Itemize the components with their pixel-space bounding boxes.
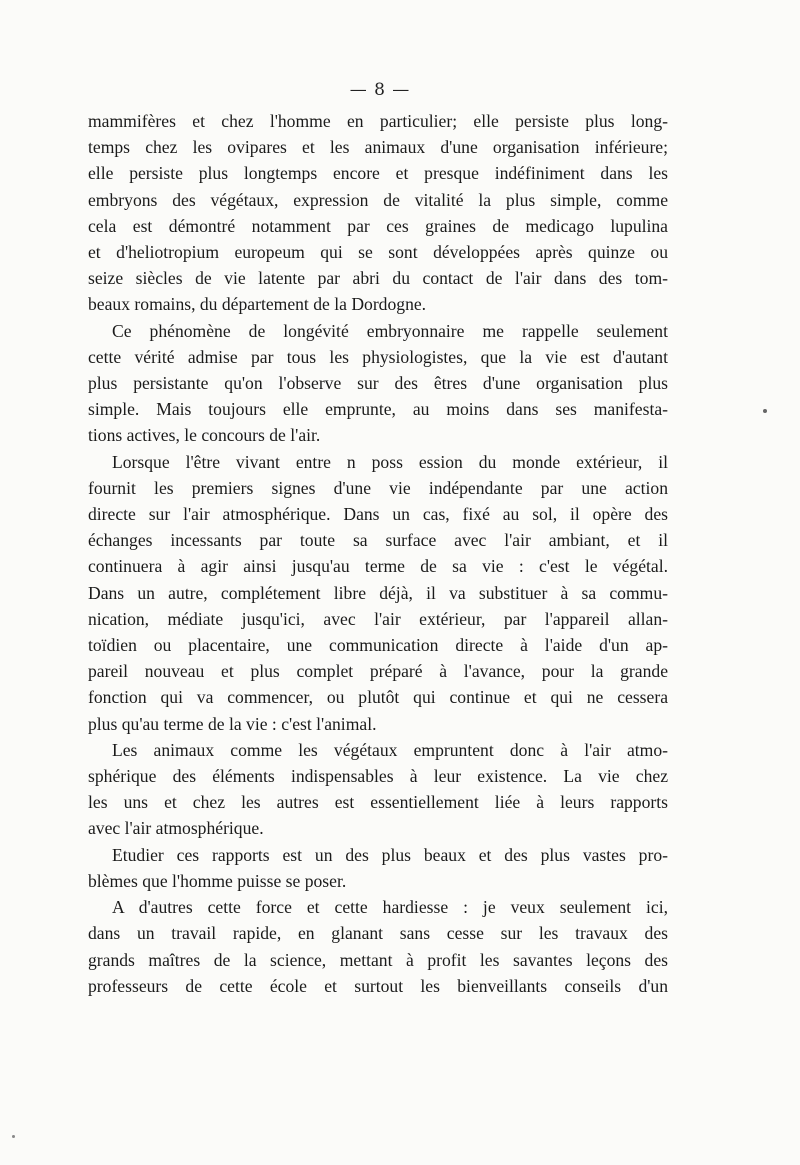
paragraph-6 bbox=[88, 894, 668, 999]
text-line: beaux romains, du département de la Dordogne. bbox=[88, 294, 427, 315]
text-line: cette vérité admise par tous les physiologistes, que la vie est d'autant bbox=[88, 346, 668, 367]
text-line: toïdien ou placentaire, une communication directe à l'aide d'un ap- bbox=[88, 635, 668, 656]
paper-speck bbox=[12, 1135, 15, 1138]
text-line: échanges incessants par toute sa surface avec l'air ambiant, et il bbox=[88, 530, 668, 551]
text-line: Lorsque l'être vivant entre n poss ession du monde extérieur, il bbox=[112, 451, 668, 472]
text-line: blèmes que l'homme puisse se poser. bbox=[88, 870, 347, 891]
text-line: fournit les premiers signes d'une vie indépendante par une action bbox=[88, 477, 668, 498]
text-line: tions actives, le concours de l'air. bbox=[88, 425, 321, 446]
text-line: plus qu'au terme de la vie : c'est l'animal. bbox=[88, 713, 377, 734]
text-line: pareil nouveau et plus complet préparé à l'avance, pour la grande bbox=[88, 661, 668, 682]
text-line: elle persiste plus longtemps encore et presque indéfiniment dans les bbox=[88, 163, 668, 184]
paragraph-3 bbox=[88, 449, 668, 737]
text-line: plus persistante qu'on l'observe sur des êtres d'une organisation plus bbox=[88, 373, 668, 394]
text-line: seize siècles de vie latente par abri du contact de l'air dans des tom- bbox=[88, 268, 668, 289]
text-line: fonction qui va commencer, ou plutôt qui continue et qui ne cessera bbox=[88, 687, 668, 708]
text-line: Dans un autre, complétement libre déjà, il va substituer à sa commu- bbox=[88, 582, 668, 603]
text-line: mammifères et chez l'homme en particulier; elle persiste plus long- bbox=[88, 111, 668, 131]
text-line: professeurs de cette école et surtout les bienveillants conseils d'un bbox=[88, 975, 668, 996]
text-line: Etudier ces rapports est un des plus beaux et des plus vastes pro- bbox=[112, 844, 668, 865]
text-line: Ce phénomène de longévité embryonnaire me rappelle seulement bbox=[112, 320, 668, 341]
text-line: Les animaux comme les végétaux empruntent donc à l'air atmo- bbox=[112, 739, 668, 760]
paragraph-4 bbox=[88, 737, 668, 842]
page-number: — 8 — bbox=[349, 80, 411, 100]
text-line: temps chez les ovipares et les animaux d'une organisation inférieure; bbox=[88, 137, 668, 158]
text-line: grands maîtres de la science, mettant à profit les savantes leçons des bbox=[88, 949, 668, 970]
text-line: simple. Mais toujours elle emprunte, au moins dans ses manifesta- bbox=[88, 399, 668, 420]
text-line: A d'autres cette force et cette hardiesse : je veux seulement ici, bbox=[112, 897, 668, 918]
paragraph-1 bbox=[88, 108, 668, 318]
text-line: nication, médiate jusqu'ici, avec l'air extérieur, par l'appareil allan- bbox=[88, 608, 668, 629]
body-text bbox=[88, 108, 668, 999]
paragraph-5 bbox=[88, 842, 668, 894]
margin-mark bbox=[763, 409, 767, 413]
text-line: les uns et chez les autres est essentiellement liée à leurs rapports bbox=[88, 792, 668, 813]
text-line: sphérique des éléments indispensables à leur existence. La vie chez bbox=[88, 766, 668, 787]
paragraph-2 bbox=[88, 318, 668, 449]
text-line: cela est démontré notamment par ces graines de medicago lupulina bbox=[88, 215, 668, 236]
text-line: dans un travail rapide, en glanant sans cesse sur les travaux des bbox=[88, 923, 668, 944]
text-line: continuera à agir ainsi jusqu'au terme de sa vie : c'est le végétal. bbox=[88, 556, 668, 577]
text-line: et d'heliotropium europeum qui se sont développées après quinze ou bbox=[88, 242, 668, 263]
text-line: embryons des végétaux, expression de vitalité la plus simple, comme bbox=[88, 189, 668, 210]
text-line: avec l'air atmosphérique. bbox=[88, 818, 264, 839]
text-line: directe sur l'air atmosphérique. Dans un cas, fixé au sol, il opère des bbox=[88, 504, 668, 525]
